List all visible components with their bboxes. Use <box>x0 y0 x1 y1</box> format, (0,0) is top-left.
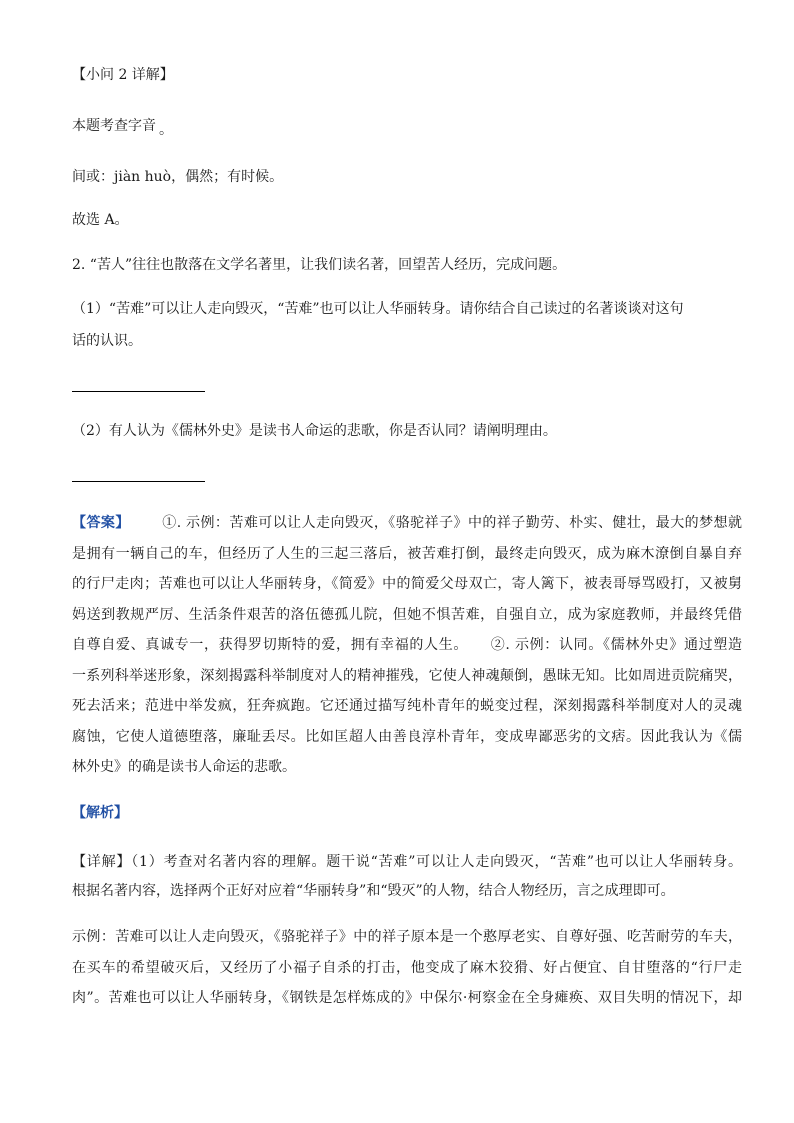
answer-line <box>72 630 742 661</box>
detail-block <box>72 848 742 906</box>
q2-word-explanation: 间或：jiàn huò，偶然；有时候。 <box>72 169 284 185</box>
q2-topic-line <box>72 117 173 138</box>
q2-choice: 故选 A。 <box>72 212 129 228</box>
example-block <box>72 922 742 1014</box>
answer-line: 的行尸走肉；苦难也可以让人华丽转身，《简爱》中的简爱父母双亡，寄人篱下，被表哥辱骂殴打，又被舅 <box>72 576 742 592</box>
detail-label: 【详解】 <box>72 854 132 870</box>
example-line: 肉”。苦难也可以让人华丽转身，《钢铁是怎样炼成的》中保尔·柯察金在全身瘫痪、双目失明的情况下，却 <box>72 990 742 1006</box>
q2-heading: 【小问 2 详解】 <box>72 67 174 83</box>
sub-question-2: （2）有人认为《儒林外史》是读书人命运的悲歌，你是否认同？请阐明理由。 <box>72 423 557 439</box>
answer-text: ①. 示例：苦难可以让人走向毁灭，《骆驼祥子》中的祥子勤劳、朴实、健壮，最大的梦想就 <box>161 515 743 531</box>
sub-question-1-line-2: 话的认识。 <box>72 333 142 349</box>
answer-line: 是拥有一辆自己的车，但经历了人生的三起三落后，被苦难打倒，最终走向毁灭，成为麻木潦倒自暴自弃 <box>72 545 742 562</box>
answer-label: 【答案】 <box>72 515 130 531</box>
answer-blank-1 <box>72 391 205 392</box>
q2-topic-dot: 。 <box>159 122 173 138</box>
sub-question-1-line-1: （1）“苦难”可以让人走向毁灭，“苦难”也可以让人华丽转身。请你结合自己读过的名著谈谈对这句 <box>72 301 684 317</box>
analysis-label: 【解析】 <box>72 805 128 821</box>
answer-block <box>72 508 742 783</box>
answer-line <box>72 508 742 539</box>
answer-line: 一系列科举迷形象，深刻揭露科举制度对人的精神摧残，它使人神魂颠倒，愚昧无知。比如周进贡院痛哭， <box>72 667 742 684</box>
detail-line <box>72 848 742 877</box>
answer-text: ②. 示例：认同。《儒林外史》通过塑造 <box>490 637 742 653</box>
answer-text: 自尊自爱、真诚专一，获得罗切斯特的爱，拥有幸福的人生。 <box>72 637 469 653</box>
q2-topic: 本题考查字音 <box>72 118 156 134</box>
detail-line: 根据名著内容，选择两个正好对应着“华丽转身”和“毁灭”的人物，结合人物经历，言之成理即可。 <box>72 883 675 899</box>
example-line: 在买车的希望破灭后，又经历了小福子自杀的打击，他变成了麻木狡猾、好占便宜、自甘堕落的“行尸走 <box>72 959 742 976</box>
detail-text: （1）考查对名著内容的理解。题干说“苦难”可以让人走向毁灭，“苦难”也可以让人华丽转身。 <box>131 854 742 870</box>
question-2-stem: 2. “苦人”往往也散落在文学名著里，让我们读名著，回望苦人经历，完成问题。 <box>72 257 567 273</box>
answer-line: 腐蚀，它使人道德堕落，廉耻丢尽。比如匡超人由善良淳朴青年，变成卑鄙恶劣的文痞。因此我认为《儒 <box>72 728 742 745</box>
answer-line: 死去活来；范进中举发疯，狂奔疯跑。它还通过描写纯朴青年的蜕变过程，深刻揭露科举制度对人的灵魂 <box>72 698 742 714</box>
answer-line: 林外史》的确是读书人命运的悲歌。 <box>72 759 296 775</box>
answer-blank-2 <box>72 481 205 482</box>
example-line: 示例：苦难可以让人走向毁灭，《骆驼祥子》中的祥子原本是一个憨厚老实、自尊好强、吃苦耐劳的车夫， <box>72 929 742 945</box>
answer-line: 妈送到教规严厉、生活条件艰苦的洛伍德孤儿院，但她不惧苦难，自强自立，成为家庭教师，并最终凭借 <box>72 606 742 623</box>
